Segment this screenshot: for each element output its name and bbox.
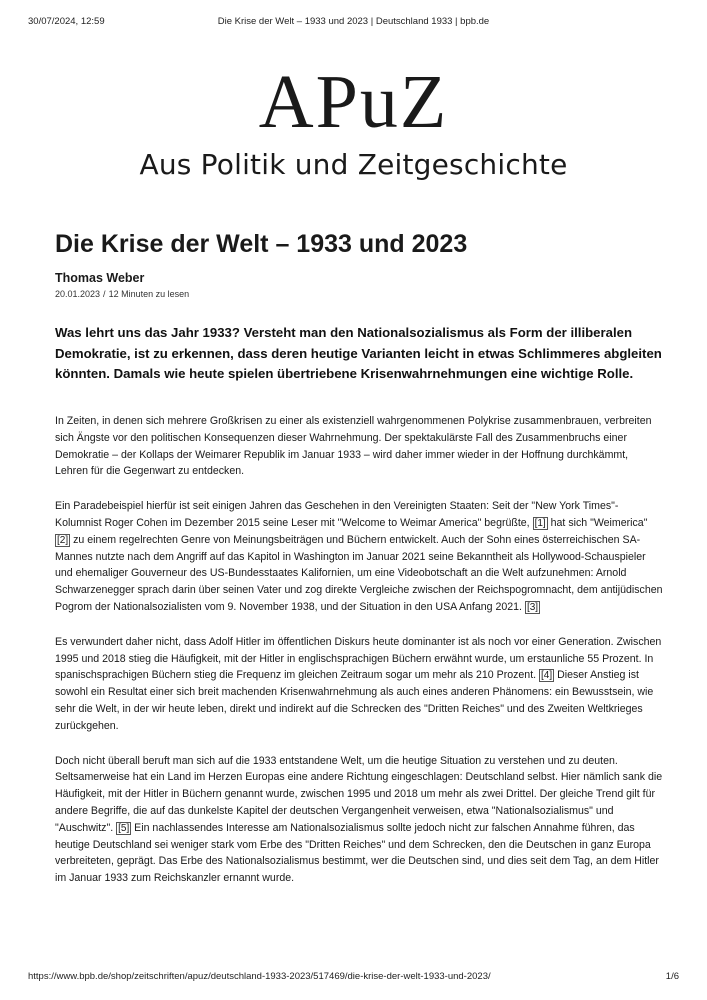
logo-brand: APuZ [258, 60, 449, 144]
paragraph-4 [55, 753, 663, 887]
footnote-link-4[interactable]: [4] [541, 670, 553, 682]
apuz-logo[interactable] [0, 60, 707, 181]
footnote-link-1[interactable]: [1] [534, 517, 546, 529]
print-footer [28, 971, 679, 985]
paragraph-2 [55, 498, 663, 616]
footnote-link-5[interactable]: [5] [118, 822, 130, 834]
footnote-link-3[interactable]: [3] [526, 601, 539, 613]
print-page-title: Die Krise der Welt – 1933 und 2023 | Deutschland 1933 | bpb.de [217, 16, 490, 27]
article-headline: Die Krise der Welt – 1933 und 2023 [55, 230, 468, 258]
print-url: https://www.bpb.de/shop/zeitschriften/apuz/deutschland-1933-2023/517469/die-krise-der-welt-1933-und-2023/ [28, 971, 491, 982]
page-number: 1/6 [665, 971, 679, 982]
article-date: 20.01.2023 [55, 289, 101, 299]
logo-subtitle: Aus Politik und Zeitgeschichte [139, 148, 568, 181]
paragraph-2-text-c: zu einem regelrechten Genre von Meinungsbeiträgen und Büchern entwickelt. Auch der Sohn eines österreichischen SA-Mannes nutzte nach dem Angriff auf das Kapitol in Washington im Januar 2021 seine Bekanntheit als Hollywood-Schauspieler und ehemaliger Gouverneur des US-Bundesstaates Kalifornien, um eine Videobotschaft an die Welt aufzunehmen: Arnold Schwarzenegger sprach darin über seinen Vater und zog direkte Vergleiche zwischen der Reichspogromnacht, dem antijüdischen Pogrom der Nationalsozialisten vom 9. November 1938, und der Situation in den USA Anfang 2021. [55, 533, 663, 613]
paragraph-3 [55, 634, 663, 735]
paragraph-2-text-b: hat sich "Weimerica" [547, 516, 648, 529]
paragraph-4-text-b: Ein nachlassendes Interesse am Nationalsozialismus sollte jedoch nicht zur falschen Annahme führen, das heutige Deutschland sei weniger stark vom Erbe des "Dritten Reiches" und dem Schrecken, den die Deutschen in ganz Europa verbreiteten, geprägt. Das Erbe des Nationalsozialismus bestimmt, wer die Deutschen sind, und dies seit dem Tag, an dem Hitler im Januar 1933 zum Reichskanzler ernannt wurde. [55, 821, 659, 885]
paragraph-3-text-a: Es verwundert daher nicht, dass Adolf Hitler im öffentlichen Diskurs heute dominanter ist als noch vor einer Generation. Zwischen 1995 und 2018 stieg die Häufigkeit, mit der Hitler in englischsprachigen Büchern erwähnt wurde, um erstaunliche 55 Prozent. In spanischsprachigen Büchern stieg die Frequenz im gleichen Zeitraum sogar um mehr als 210 Prozent. [55, 635, 662, 682]
paragraph-2-text-a: Ein Paradebeispiel hierfür ist seit einigen Jahren das Geschehen in den Vereinigten Staaten: Seit der "New York Times"-Kolumnist Roger Cohen im Dezember 2015 seine Leser mit "Welcome to Weimar America" begrüßte, [55, 500, 619, 529]
paragraph-4-text-a: Doch nicht überall beruft man sich auf die 1933 entstandene Welt, um die heutige Situation zu verstehen und zu deuten. Seltsamerweise hat ein Land im Herzen Europas eine andere Richtung eingeschlagen: Deutschland selbst. Hier nämlich sank die Häufigkeit, mit der Hitler in Büchern genannt wurde, zwischen 1995 und 2018 um mehr als zwei Drittel. Der gleiche Trend gilt für andere Begriffe, die auf das dunkelste Kapitel der deutschen Vergangenheit verweisen, etwa "Nationalsozialismus" und "Auschwitz". [55, 754, 663, 834]
paragraph-1: In Zeiten, in denen sich mehrere Großkrisen zu einer als existenziell wahrgenommenen Polykrise zusammenbrauen, verbreiten sich Ängste vor den politischen Konsequenzen dieser Wahrnehmung. Der spektakulärste Fall des Zusammenbruchs einer Demokratie – der Kollaps der Weimarer Republik im Januar 1933 – wird daher immer wieder in der Hoffnung durchkämmt, Lehren für die Gegenwart zu entdecken. [55, 415, 652, 478]
article-reading-time: 12 Minuten zu lesen [108, 289, 190, 299]
article-author[interactable]: Thomas Weber [55, 271, 145, 285]
article-meta [55, 289, 189, 299]
article-lead: Was lehrt uns das Jahr 1933? Versteht man den Nationalsozialismus als Form der illiberalen Demokratie, ist zu erkennen, dass deren heutige Varianten leicht in etwas Schlimmeres abgleiten könnten. Damals wie heute spielen übertriebene Krisenwahrnehmungen eine wichtige Rolle. [55, 325, 662, 381]
paragraph-3-text-b: Dieser Anstieg ist sowohl ein Resultat einer sich breit machenden Krisenwahrnehmung als auch eines anderen Phänomens: ein Bewusstsein, wie sehr die Welt, in der wir heute leben, direkt und indirekt auf die Schrecken des "Dritten Reiches" und des Zweiten Weltkrieges zurückgehen. [55, 669, 654, 732]
print-datetime: 30/07/2024, 12:59 [28, 16, 105, 27]
footnote-link-2[interactable]: [2] [57, 534, 69, 546]
print-header [28, 16, 679, 30]
meta-separator: / [103, 289, 106, 299]
article-body [55, 413, 663, 905]
